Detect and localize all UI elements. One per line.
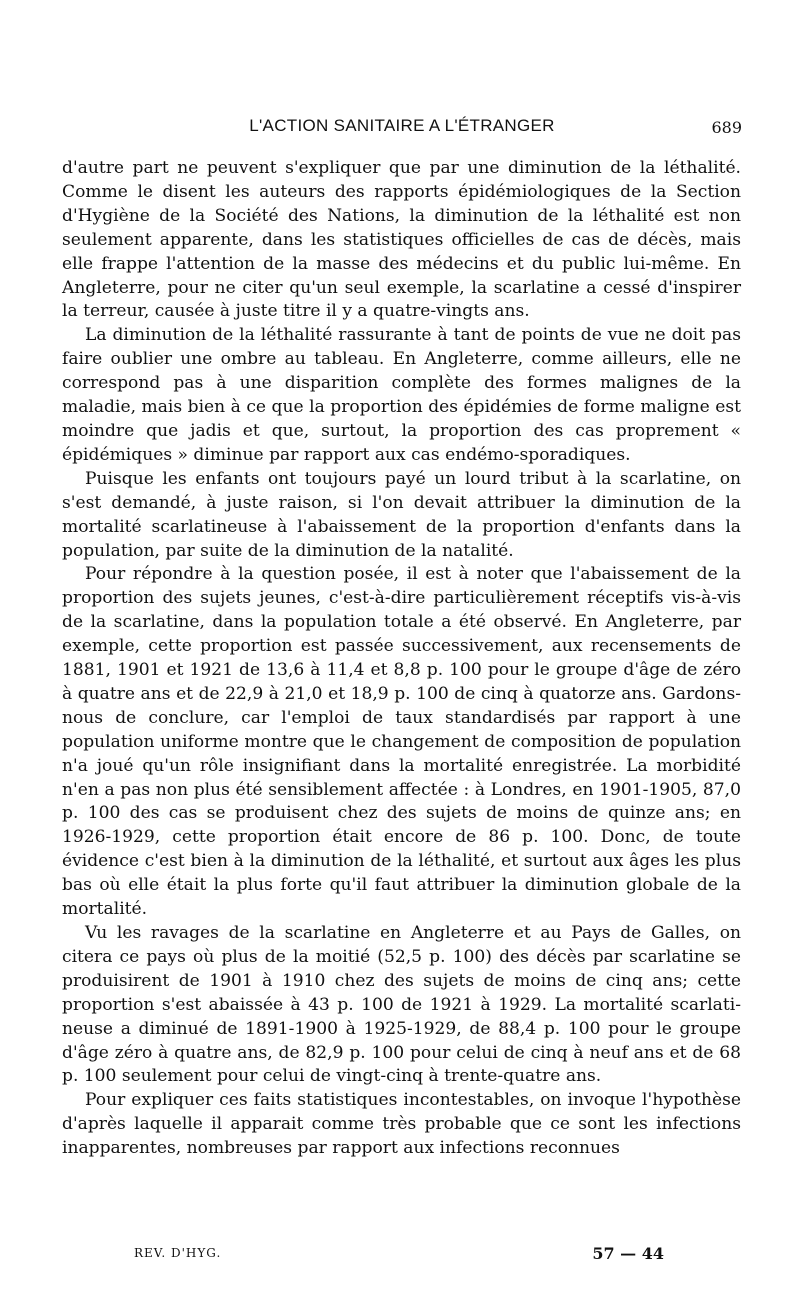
journal-abbreviation: REV. D'HYG. [134,1246,222,1260]
page-footer [134,1244,664,1268]
paragraph-continued: d'autre part ne peuvent s'expliquer que par une diminution de la léthalité. Comme le disent les auteurs des rapports épidémiologiques de la Section d'Hygiène de la Société des Nations, la diminution de la léthalité est non seulement apparente, dans les statistiques officielles de cas de décès, mais elle frappe l'attention de la masse des médecins et du public lui-même. En Angleterre, pour ne citer qu'un seul exemple, la scarlatine a cessé d'inspirer la terreur, causée à juste titre il y a quatre-vingts ans. [62,158,741,322]
running-head [62,116,742,142]
paragraph: Pour expliquer ces faits statistiques incontestables, on invoque l'hypothèse d'après laquelle il apparait comme très probable que ce sont les infections inapparentes, nombreuses par rapport aux infections reconnues [62,1090,741,1159]
running-title: L'ACTION SANITAIRE A L'ÉTRANGER [249,116,555,135]
paragraph: Puisque les enfants ont toujours payé un lourd tribut à la scarlatine, on s'est demandé, à juste raison, si l'on devait attribuer la diminution de la mortalité scarlatineuse à l'abaissement de la proportion d'enfants dans la population, par suite de la diminution de la natalité. [62,468,741,561]
paragraph: La diminution de la léthalité rassurante à tant de points de vue ne doit pas faire oublier une ombre au tableau. En Angleterre, comme ailleurs, elle ne correspond pas à une disparition complète des formes malignes de la maladie, mais bien à ce que la proportion des épidémies de forme maligne est moindre que jadis et que, surtout, la proportion des cas proprement « épidémiques » diminue par rapport aux cas endémo-sporadiques. [62,325,741,465]
body-text [62,157,741,1161]
signature-mark: 57 — 44 [592,1244,664,1263]
paragraph: Pour répondre à la question posée, il est à noter que l'abaissement de la proportion des sujets jeunes, c'est-à-dire particulièrement réceptifs vis-à-vis de la scarlatine, dans la population totale a été observé. En Angleterre, par exemple, cette proportion est passée successivement, aux recensements de 1881, 1901 et 1921 de 13,6 à 11,4 et 8,8 p. 100 pour le groupe d'âge de zéro à quatre ans et de 22,9 à 21,0 et 18,9 p. 100 de cinq à quatorze ans. Gardons-nous de conclure, car l'emploi de taux standardisés par rapport à une population uniforme montre que le changement de composition de population n'a joué qu'un rôle insignifiant dans la mortalité enregistrée. La morbidité n'en a pas non plus été sensiblement affectée : à Londres, en 1901-1905, 87,0 p. 100 des cas se produisent chez des sujets de moins de quinze ans; en 1926-1929, cette proportion était encore de 86 p. 100. Donc, de toute évidence c'est bien à la diminution de la léthalité, et surtout aux âges les plus bas où elle était la plus forte qu'il faut attribuer la diminution globale de la mortalité. [62,564,741,920]
paragraph: Vu les ravages de la scarlatine en Angleterre et au Pays de Galles, on citera ce pays où plus de la moitié (52,5 p. 100) des décès par scarlatine se produisirent de 1901 à 1910 chez des sujets de moins de cinq ans; cette proportion s'est abaissée à 43 p. 100 de 1921 à 1929. La mortalité scarlatineuse a diminué de 1891-1900 à 1925-1929, de 88,4 p. 100 pour le groupe d'âge zéro à quatre ans, de 82,9 p. 100 pour celui de cinq à neuf ans et de 68 p. 100 seulement pour celui de vingt-cinq à trente-quatre ans. [62,923,741,1087]
page-number: 689 [711,118,742,137]
